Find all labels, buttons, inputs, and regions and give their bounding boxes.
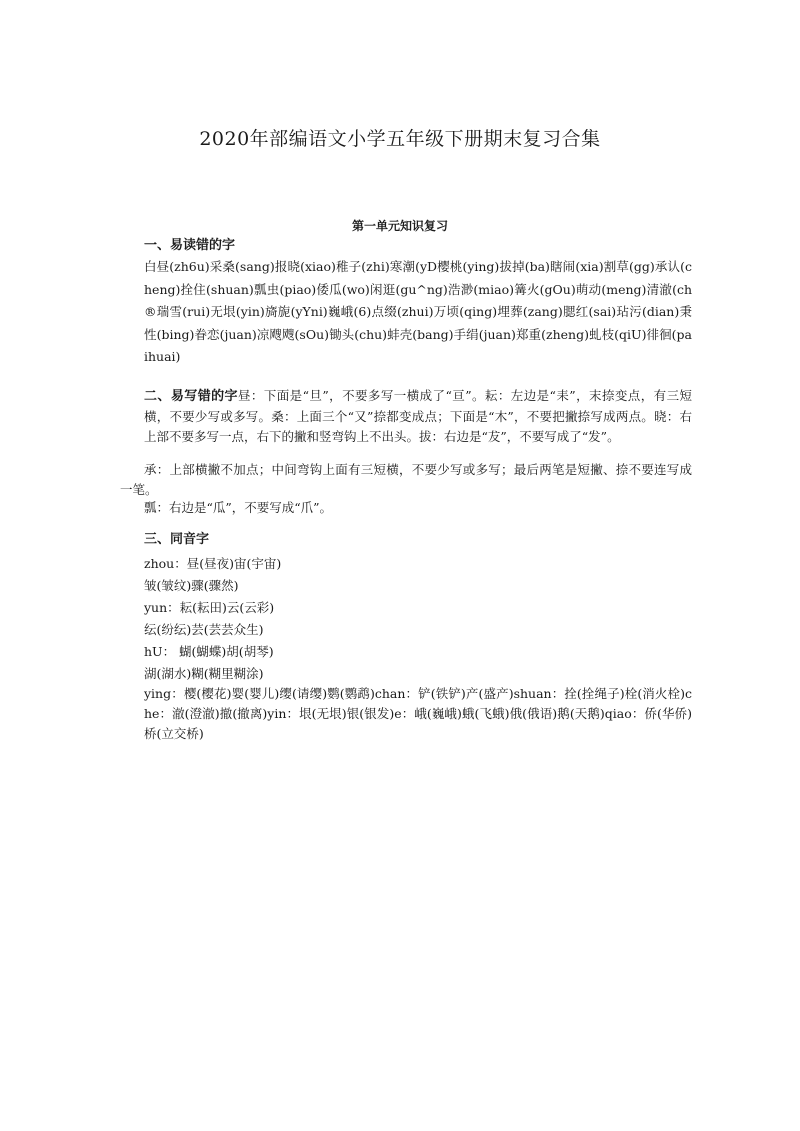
section3-heading: 三、同音字 xyxy=(144,532,210,547)
section2-paragraph xyxy=(144,386,692,447)
unit-title: 第一单元知识复习 xyxy=(351,219,448,233)
homophone-line: yun：耘(耘田)云(云彩) xyxy=(144,600,275,615)
homophone-line: 皱(皱纹)骤(骤然) xyxy=(144,578,239,593)
section1-body: 白昼(zh6u)采桑(sang)报晓(xiao)稚子(zhi)寒潮(yD樱桃(ying)拔掉(ba)瞎闹(xia)割草(gg)承认(cheng)拴住(shuan)瓢虫(piao)倭瓜(wo)闲逛(gu^ng)浩渺(miao)篝火(gOu)萌动(meng)清澈(ch®瑞雪(rui)无垠(yin)旖旎(yYni)巍峨(6)点缀(zhui)万顷(qing)埋葬(zang)腮红(sai)玷污(dian)秉性(bing)眷恋(juan)凉飕飕(sOu)锄头(chu)蚌壳(bang)手绢(juan)郑重(zheng)虬枝(qiU)徘徊(paihuai) xyxy=(144,259,692,364)
homophone-line: 湖(湖水)糊(糊里糊涂) xyxy=(144,666,264,681)
homophone-line: zhou：昼(昼夜)宙(宇宙) xyxy=(144,556,282,571)
section2-body-cont: 承：上部横撇不加点；中间弯钩上面有三短横，不要少写或多写；最后两笔是短撇、捺不要连写成一笔。 xyxy=(120,462,692,497)
section2-body-inline: 昼：下面是“旦”，不要多写一横成了“亘”。耘：左边是“耒”，末捺变点，有三短横，不要少写或多写。桑：上面三个“又”捺都变成点；下面是“木”，不要把撇捺写成两点。晓：右上部不要多写一点，右下的撇和竖弯钩上不出头。拔：右边是“犮”，不要写成了“发”。 xyxy=(144,388,692,444)
homophone-line: 纭(纷纭)芸(芸芸众生) xyxy=(144,622,264,637)
section2-body-last: 瓢：右边是“瓜”，不要写成“爪”。 xyxy=(144,500,333,515)
homophone-paragraph: ying：樱(樱花)婴(婴儿)缨(请缨)鹦(鹦鹉)chan：铲(铁铲)产(盛产)shuan：拴(拴绳子)栓(消火栓)che：澈(澄澈)撤(撤离)yin：垠(无垠)银(银发)e：峨(巍峨)蛾(飞蛾)俄(俄语)鹅(天鹅)qiao：侨(华侨)桥(立交桥) xyxy=(144,686,692,741)
homophone-line: hU： 蝴(蝴蝶)胡(胡琴) xyxy=(144,644,274,659)
section2-heading: 二、易写错的字 xyxy=(144,389,238,404)
document-title: 2020年部编语文小学五年级下册期末复习合集 xyxy=(199,128,601,150)
section1-heading: 一、易读错的字 xyxy=(144,238,236,253)
